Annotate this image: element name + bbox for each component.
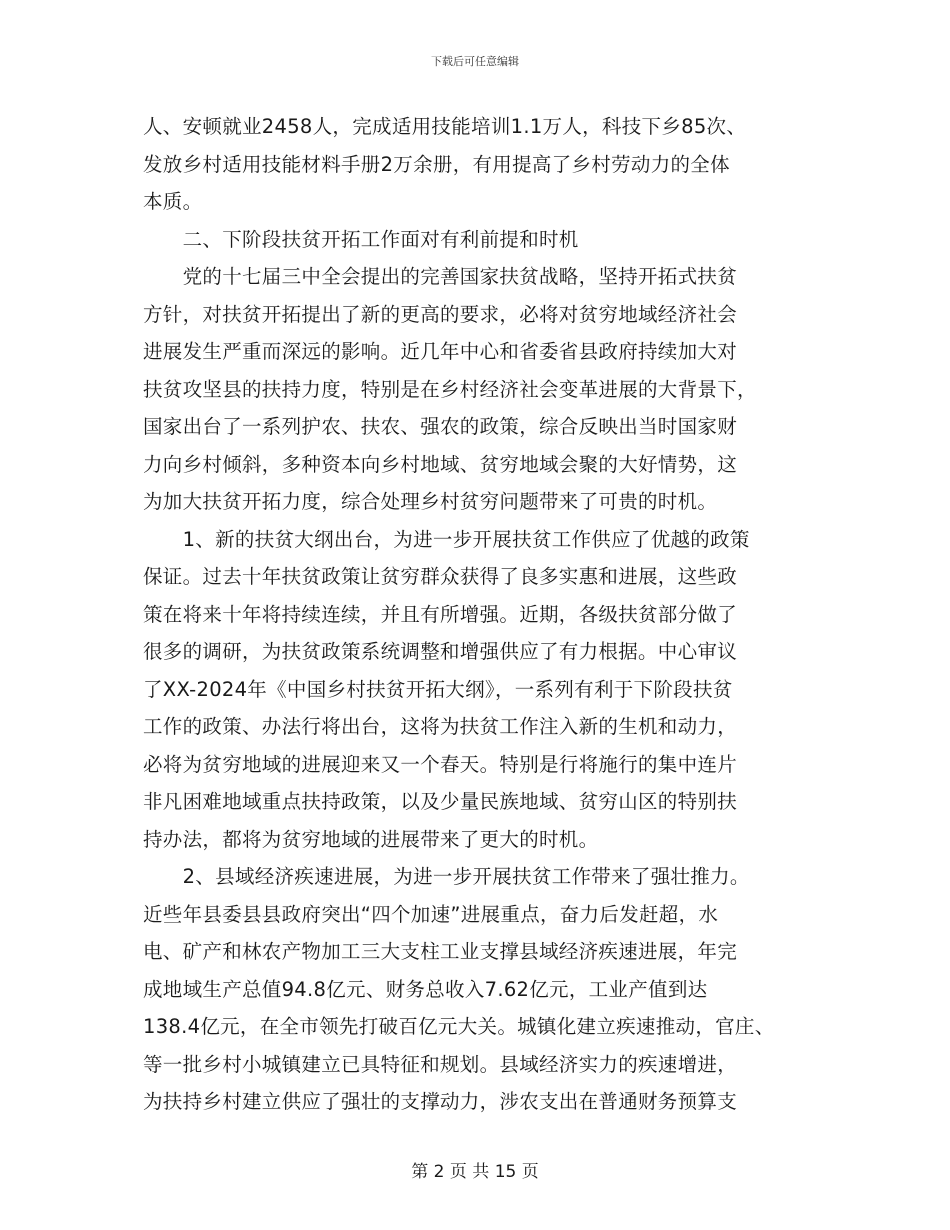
section-heading: 二、下阶段扶贫开拓工作面对有利前提和时机	[143, 227, 579, 251]
body-line: 党的十七届三中全会提出的完善国家扶贫战略，坚持开拓式扶贫	[143, 265, 738, 288]
body-line: 必将为贫穷地域的进展迎来又一个春天。特别是行将施行的集中连片	[143, 752, 738, 776]
body-line: 国家出台了一系列护农、扶农、强农的政策，综合反映出当时国家财	[143, 415, 738, 438]
document-body	[143, 108, 807, 1121]
body-line: 力向乡村倾斜，多种资本向乡村地域、贫穷地域会聚的大好情势，这	[143, 452, 738, 476]
body-line: 保证。过去十年扶贫政策让贫穷群众获得了良多实惠和进展，这些政	[143, 565, 738, 588]
body-line: 138.4亿元，在全市领先打破百亿元大关。城镇化建立疾速推动，官庄、	[143, 1015, 775, 1038]
body-line: 工作的政策、办法行将出台，这将为扶贫工作注入新的生机和动力，	[143, 715, 738, 738]
body-line: 1、新的扶贫大纲出台，为进一步开展扶贫工作供应了优越的政策	[143, 527, 750, 551]
body-line: 方针，对扶贫开拓提出了新的更高的要求，必将对贫穷地域经济社会	[143, 302, 738, 326]
body-line: 了XX-2024年《中国乡村扶贫开拓大纲》，一系列有利于下阶段扶贫	[143, 677, 733, 701]
body-line: 电、矿产和林农产物加工三大支柱工业支撑县域经济疾速进展，年完	[143, 940, 738, 963]
page-number: 第 2 页 共 15 页	[411, 1162, 539, 1182]
body-line: 为加大扶贫开拓力度，综合处理乡村贫穷问题带来了可贵的时机。	[143, 490, 718, 513]
body-line: 扶贫攻坚县的扶持力度，特别是在乡村经济社会变革进展的大背景下，	[143, 377, 757, 401]
body-line: 很多的调研，为扶贫政策系统调整和增强供应了有力根据。中心审议	[143, 640, 738, 663]
body-line: 成地域生产总值94.8亿元、财务总收入7.62亿元，工业产值到达	[143, 977, 708, 1001]
body-line: 近些年县委县县政府突出“四个加速”进展重点，奋力后发赶超，水	[143, 902, 719, 926]
body-line: 2、县域经济疾速进展，为进一步开展扶贫工作带来了强壮推力。	[143, 865, 750, 888]
body-line: 等一批乡村小城镇建立已具特征和规划。县域经济实力的疾速增进，	[143, 1052, 738, 1076]
body-line: 持办法，都将为贫穷地域的进展带来了更大的时机。	[143, 827, 599, 851]
body-line: 策在将来十年将持续连续，并且有所增强。近期，各级扶贫部分做了	[143, 602, 738, 626]
body-line: 本质。	[143, 190, 203, 213]
page-header: 下载后可任意编辑	[431, 55, 519, 68]
body-line: 人、安顿就业2458人，完成适用技能培训1.1万人，科技下乡85次、	[143, 115, 747, 138]
body-line: 发放乡村适用技能材料手册2万余册，有用提高了乡村劳动力的全体	[143, 152, 730, 176]
body-line: 非凡困难地域重点扶持政策，以及少量民族地域、贫穷山区的特别扶	[143, 790, 738, 813]
body-line: 进展发生严重而深远的影响。近几年中心和省委省县政府持续加大对	[143, 340, 738, 363]
body-line: 为扶持乡村建立供应了强壮的支撑动力，涉农支出在普通财务预算支	[143, 1090, 738, 1113]
